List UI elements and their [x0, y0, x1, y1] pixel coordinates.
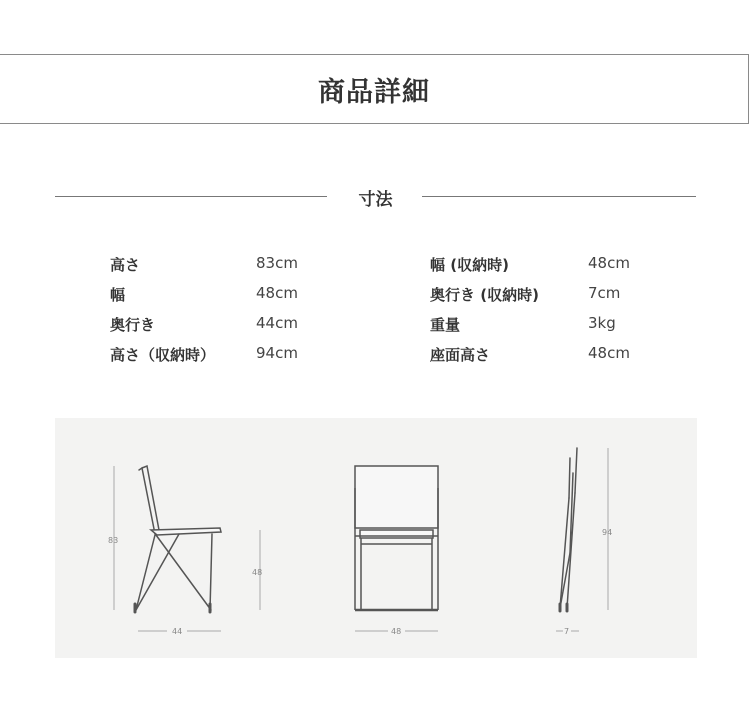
seat-height-label: 48 — [252, 568, 263, 577]
chair-drawings — [55, 418, 697, 658]
divider-right — [422, 196, 696, 197]
page-header — [0, 54, 749, 124]
folded-depth-label: 7 — [564, 627, 570, 636]
folded-view-dimensions — [556, 448, 608, 631]
spec-value: 83cm — [256, 254, 298, 272]
side-depth-label: 44 — [172, 627, 183, 636]
spec-label: 高さ — [110, 256, 141, 274]
spec-value: 7cm — [588, 284, 621, 302]
spec-value: 94cm — [256, 344, 298, 362]
chair-front-view — [355, 466, 438, 610]
spec-label: 重量 — [430, 316, 461, 334]
spec-label: 幅 (収納時) — [430, 256, 509, 274]
spec-value: 48cm — [588, 254, 630, 272]
spec-value: 3kg — [588, 314, 616, 332]
front-width-label: 48 — [391, 627, 402, 636]
section-title: 寸法 — [358, 190, 393, 210]
dimension-diagram — [55, 418, 697, 658]
side-height-label: 83 — [108, 536, 119, 545]
spec-label: 奥行き — [110, 316, 156, 334]
chair-folded-view — [560, 448, 577, 611]
spec-value: 48cm — [256, 284, 298, 302]
folded-height-label: 94 — [602, 528, 613, 537]
spec-label: 幅 — [110, 286, 126, 304]
section-heading — [55, 185, 696, 209]
spec-label: 座面高さ — [430, 346, 491, 364]
spec-value: 44cm — [256, 314, 298, 332]
spec-value: 48cm — [588, 344, 630, 362]
chair-side-view — [135, 466, 221, 612]
page-title: 商品詳細 — [318, 76, 430, 108]
spec-label: 高さ（収納時） — [110, 346, 216, 364]
spec-label: 奥行き (収納時) — [430, 286, 539, 304]
